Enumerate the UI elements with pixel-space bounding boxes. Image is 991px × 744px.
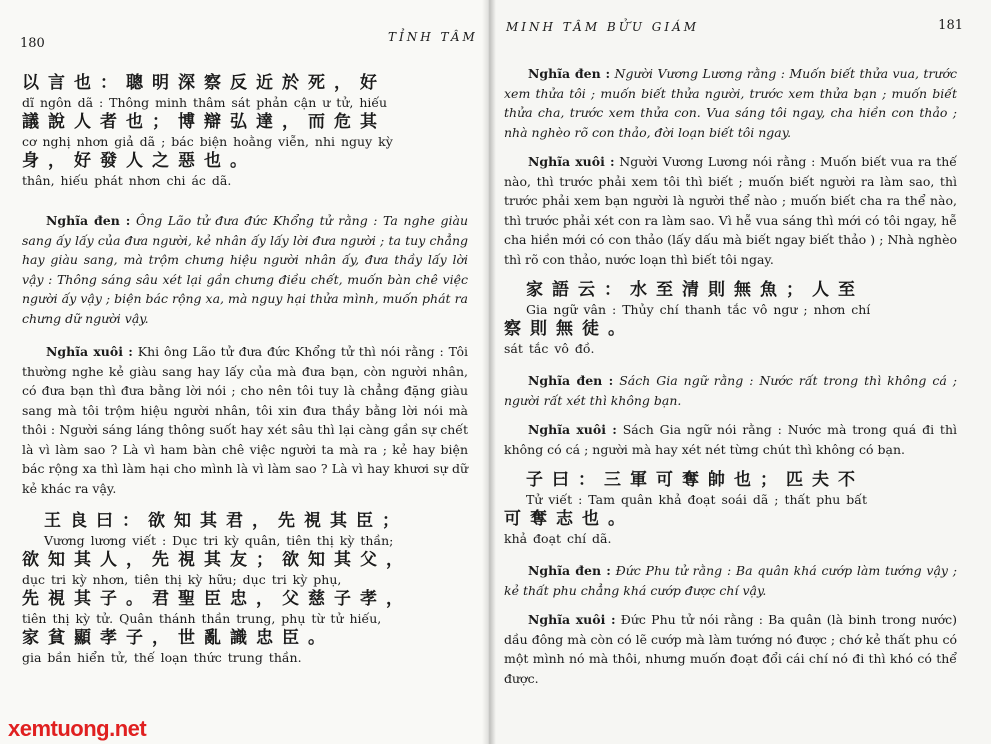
han-line: 王良曰：欲知其君，先視其臣；	[44, 511, 408, 531]
han-line: 家貧顯孝子，世亂識忠臣。	[22, 628, 334, 648]
han-line: 欲知其人，先視其友；欲知其父，	[22, 550, 412, 570]
nghia-xuoi-label: Nghĩa xuôi :	[528, 422, 617, 437]
nghia-den-label: Nghĩa đen :	[528, 373, 614, 388]
han-block-left-1	[22, 72, 468, 189]
han-line: 以言也：聰明深察反近於死，好	[22, 73, 386, 93]
nghia-xuoi-text: Sách Gia ngữ nói rằng : Nước mà trong quá đi thì không có cá ; người mà hay xét nét từng chút thì không có bạn.	[504, 422, 958, 457]
nghia-den-paragraph	[22, 211, 468, 328]
left-page-body	[22, 72, 468, 666]
right-running-head: MINH TÂM BỬU GIÁM	[506, 20, 700, 34]
nghia-den-label: Nghĩa đen :	[528, 66, 611, 81]
han-block-right-2	[504, 469, 957, 547]
han-line: 身，好發人之惡也。	[22, 151, 256, 171]
nghia-den-text: Đức Phu tử rằng : Ba quân khá cướp làm tướng vậy ; kẻ thất phu chẳng khá cướp được chí vậy.	[504, 563, 957, 598]
romanization-line: gia bần hiển tử, thế loạn thức trung thần.	[22, 650, 302, 665]
left-page-number: 180	[20, 36, 45, 51]
left-page	[0, 0, 488, 744]
nghia-xuoi-label: Nghĩa xuôi :	[528, 612, 616, 627]
right-page-body	[504, 64, 957, 688]
nghia-den-paragraph	[504, 371, 957, 410]
site-watermark: xemtuong.net	[8, 716, 147, 741]
han-line: 議說人者也；博辯弘達，而危其	[22, 112, 386, 132]
romanization-line: dĩ ngôn dã : Thông minh thâm sát phản cận ư tử, hiếu	[22, 95, 388, 110]
book-gutter-shadow	[482, 0, 496, 744]
han-line: 可奪志也。	[504, 509, 634, 529]
nghia-xuoi-label: Nghĩa xuôi :	[528, 154, 615, 169]
nghia-xuoi-text: Khi ông Lão tử đưa đức Khổng tử thì nói rằng : Tôi thường nghe kẻ giàu sang hay lấy của mà đưa bạn, còn người nhân, có đưa bạn thì đưa bằng lời nói ; cho nên tôi tuy là chẳng đặng giàu sang mà tôi trộm hiệu người nhân, tôi xin đưa thầy bằng lời nói mà thôi : Người sáng láng thông suốt hay xét sâu thì lại càng gần sự chết là vì làm sao ? Là vì ham bàn chê việc người ta mà ra ; kẻ hay biện bác rộng xa thì làm hại cho mình là vì làm sao ? Là vì hay khươi sự dữ kẻ khác ra vậy.	[22, 344, 469, 496]
nghia-xuoi-paragraph	[504, 610, 957, 688]
romanization-line: dục tri kỳ nhơn, tiên thị kỳ hữu; dục tri kỳ phụ,	[22, 572, 342, 587]
right-page-number: 181	[938, 18, 963, 33]
han-line: 先視其子。君聖臣忠，父慈子孝，	[22, 589, 412, 609]
romanization-line: cơ nghị nhơn giả dã ; bác biện hoằng viễn, nhi nguy kỳ	[22, 134, 393, 149]
romanization-line: thân, hiếu phát nhơn chi ác dã.	[22, 173, 232, 188]
left-running-head: TỈNH TÂM	[388, 30, 478, 44]
nghia-den-text: Sách Gia ngữ rằng : Nước rất trong thì không cá ; người rất xét thì không bạn.	[504, 373, 957, 408]
nghia-xuoi-label: Nghĩa xuôi :	[46, 344, 133, 359]
nghia-xuoi-paragraph	[504, 420, 957, 459]
romanization-line: Gia ngữ vân : Thủy chí thanh tắc vô ngư ; nhơn chí	[526, 302, 871, 317]
nghia-den-paragraph	[504, 64, 957, 142]
nghia-xuoi-paragraph	[22, 342, 468, 498]
nghia-den-text: Ông Lão tử đưa đức Khổng tử rằng : Ta nghe giàu sang ấy lấy của đưa người, kẻ nhân ấy lấy lời đưa người ; ta tuy chẳng hay giàu sang, mà trộm chưng hiệu người nhân ấy, đưa thầy lấy lời vậy : Thông sáng sâu xét lại gần chưng điều chết, muốn bàn chê việc người ấy vậy ; biện bác rộng xa, mà nguy hại thửa mình, muốn phát ra chưng dữ người vậy.	[22, 213, 469, 326]
nghia-xuoi-paragraph	[504, 152, 957, 269]
han-line: 子曰：三軍可奪帥也；匹夫不	[526, 470, 864, 490]
nghia-den-label: Nghĩa đen :	[528, 563, 611, 578]
romanization-line: tiên thị kỳ tử. Quân thánh thần trung, phụ từ tử hiếu,	[22, 611, 382, 626]
romanization-line: khả đoạt chí dã.	[504, 531, 612, 546]
han-line: 家語云：水至清則無魚；人至	[526, 280, 864, 300]
nghia-den-label: Nghĩa đen :	[46, 213, 131, 228]
han-block-right-1	[504, 279, 957, 357]
romanization-line: sát tắc vô đồ.	[504, 341, 595, 356]
nghia-den-paragraph	[504, 561, 957, 600]
han-line: 察則無徒。	[504, 319, 634, 339]
romanization-line: Vương lương viết : Dục tri kỳ quân, tiên thị kỳ thần;	[44, 533, 394, 548]
right-page	[488, 0, 991, 744]
nghia-den-text: Người Vương Lương rằng : Muốn biết thửa vua, trước xem thửa tôi ; muốn biết thửa người, trước xem thửa bạn ; muốn biết thửa cha, trước xem thửa con. Vua sáng tôi ngay, cha hiền con thảo ; nhà nghèo rõ con thảo, đời loạn biết tôi ngay.	[504, 66, 957, 140]
nghia-xuoi-text: Người Vương Lương nói rằng : Muốn biết vua ra thế nào, thì trước phải xem tôi thì biết ; muốn biết người ra làm sao, thì trước phải xem bạn người là người thể nào ; muốn biết cha ra thể nào, thì trước phải xét con ra làm sao. Vì hễ vua sáng thì mới có tôi ngay, hễ cha hiền mới có con thảo (lấy dấu mà biết ngay biết thảo ) ; Nhà nghèo thì rõ con thảo, nước loạn thì biết tôi ngay.	[504, 154, 957, 267]
romanization-line: Tử viết : Tam quân khả đoạt soái dã ; thất phu bất	[526, 492, 867, 507]
nghia-xuoi-text: Đức Phu tử nói rằng : Ba quân (là binh trong nước) dầu đông mà còn có lẽ cướp mà làm tướng nó được ; chớ kẻ thất phu có một mình nó mà thôi, nhưng muốn đoạt đổi cái chí nó đi thì khó có thể được.	[504, 612, 957, 686]
han-block-left-2	[22, 510, 468, 666]
